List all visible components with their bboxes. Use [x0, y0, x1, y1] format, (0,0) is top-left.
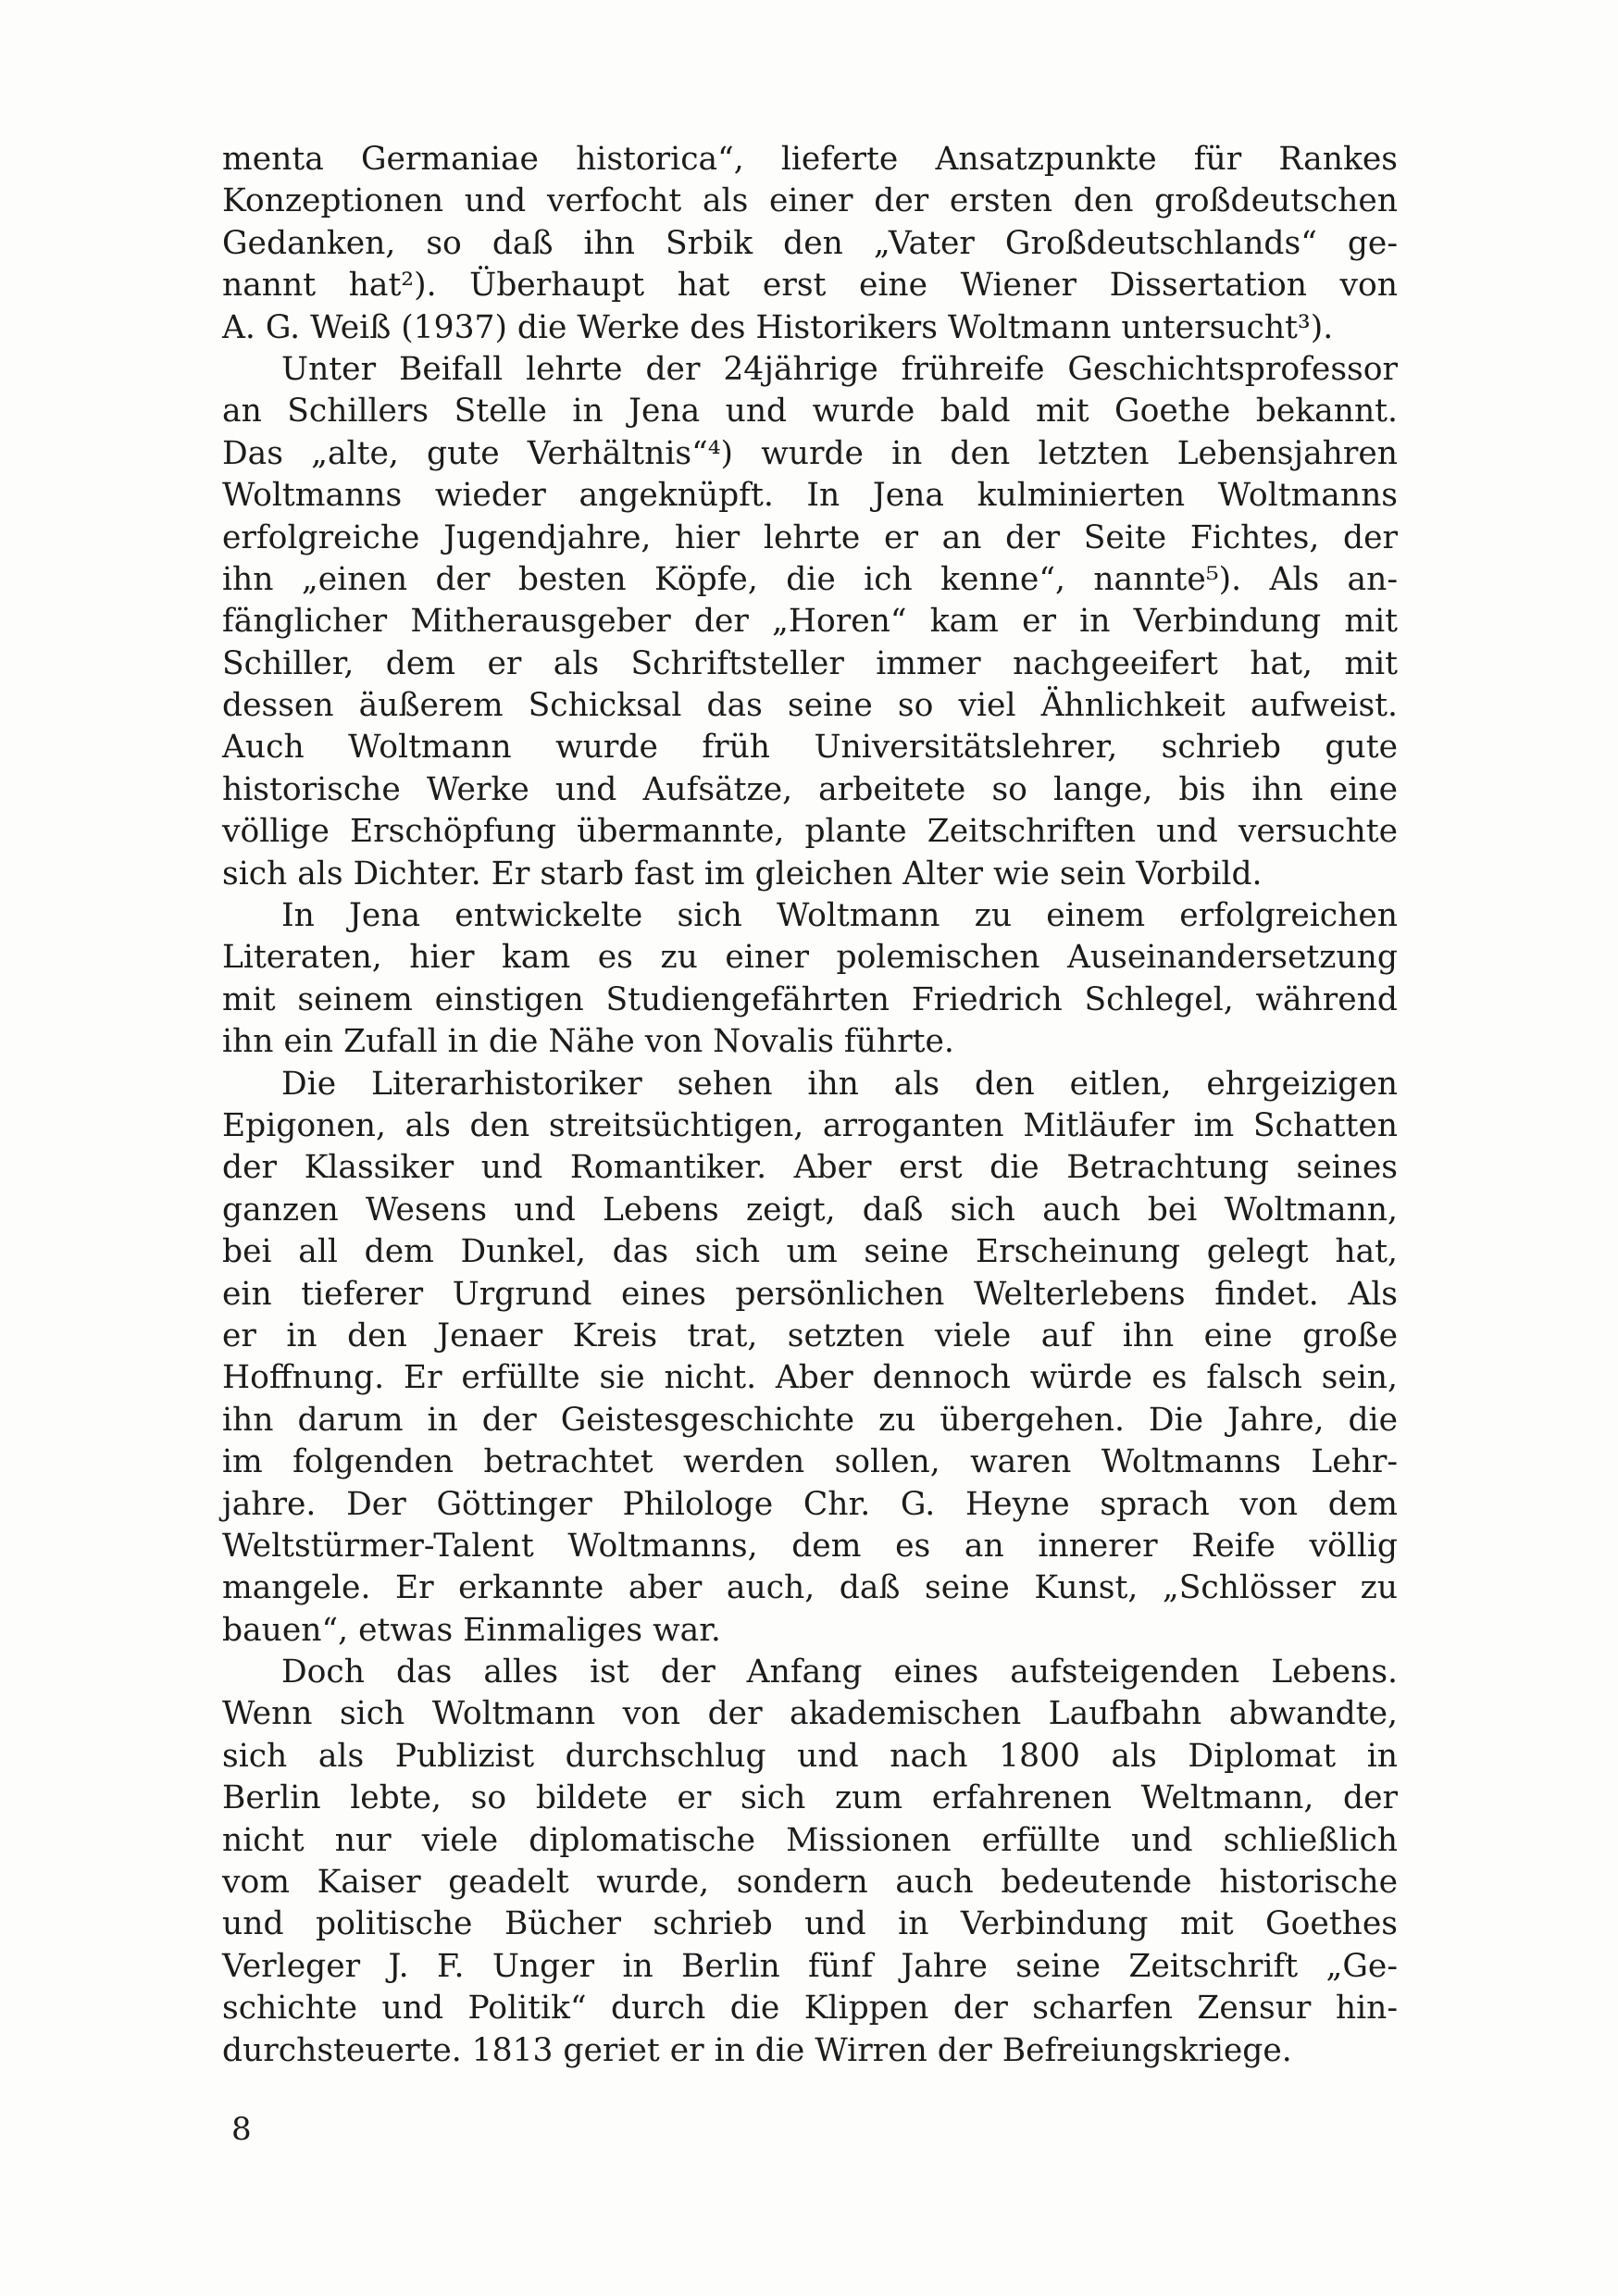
text-line: sich als Publizist durchschlug und nach 1800 als Diplomat in — [222, 1737, 1398, 1775]
paragraph — [222, 1064, 1398, 1652]
text-line: Verleger J. F. Unger in Berlin fünf Jahre seine Zeitschrift „Ge- — [222, 1947, 1398, 1985]
text-line: fänglicher Mitherausgeber der „Horen“ kam er in Verbindung mit — [222, 603, 1398, 641]
text-line: bei all dem Dunkel, das sich um seine Erscheinung gelegt hat, — [222, 1233, 1398, 1271]
text-line: nicht nur viele diplomatische Missionen erfüllte und schließlich — [222, 1821, 1398, 1859]
text-line: Doch das alles ist der Anfang eines aufsteigenden Lebens. — [281, 1653, 1398, 1691]
text-line: im folgenden betrachtet werden sollen, waren Woltmanns Lehr- — [222, 1443, 1398, 1481]
text-line: nannt hat²). Überhaupt hat erst eine Wiener Dissertation von — [222, 267, 1398, 305]
paragraph — [222, 349, 1398, 895]
text-line: erfolgreiche Jugendjahre, hier lehrte er an der Seite Fichtes, der — [222, 518, 1398, 556]
text-line: Das „alte, gute Verhältnis“⁴) wurde in den letzten Lebensjahren — [222, 434, 1398, 472]
text-line: Die Literarhistoriker sehen ihn als den eitlen, ehrgeizigen — [281, 1065, 1398, 1103]
text-line: historische Werke und Aufsätze, arbeitete so lange, bis ihn eine — [222, 770, 1398, 808]
paragraph — [222, 1652, 1398, 2072]
text-line: Auch Woltmann wurde früh Universitätslehrer, schrieb gute — [222, 729, 1398, 767]
text-line: Weltstürmer-Talent Woltmanns, dem es an innerer Reife völlig — [222, 1527, 1398, 1565]
text-line: Unter Beifall lehrte der 24jährige frühreife Geschichtsprofessor — [281, 350, 1398, 388]
text-line: der Klassiker und Romantiker. Aber erst die Betrachtung seines — [222, 1149, 1398, 1187]
text-line: ihn „einen der besten Köpfe, die ich kenne“, nannte⁵). Als an- — [222, 560, 1398, 598]
text-line: Epigonen, als den streitsüchtigen, arroganten Mitläufer im Schatten — [222, 1106, 1398, 1144]
text-line: mit seinem einstigen Studiengefährten Friedrich Schlegel, während — [222, 980, 1398, 1018]
text-line: Berlin lebte, so bildete er sich zum erfahrenen Weltmann, der — [222, 1779, 1398, 1817]
text-line: ihn ein Zufall in die Nähe von Novalis führte. — [222, 1023, 954, 1061]
text-line: er in den Jenaer Kreis trat, setzten viele auf ihn eine große — [222, 1316, 1398, 1354]
text-line: Hoffnung. Er erfüllte sie nicht. Aber dennoch würde es falsch sein, — [222, 1359, 1398, 1397]
text-line: Gedanken, so daß ihn Srbik den „Vater Großdeutschlands“ ge- — [222, 224, 1398, 262]
text-line: dessen äußerem Schicksal das seine so viel Ähnlichkeit aufweist. — [222, 687, 1398, 725]
text-line: bauen“, etwas Einmaliges war. — [222, 1611, 721, 1649]
text-line: mangele. Er erkannte aber auch, daß seine Kunst, „Schlösser zu — [222, 1569, 1398, 1607]
text-line: ein tieferer Urgrund eines persönlichen Welterlebens findet. Als — [222, 1275, 1398, 1313]
text-line: an Schillers Stelle in Jena und wurde bald mit Goethe bekannt. — [222, 393, 1398, 430]
text-line: A. G. Weiß (1937) die Werke des Historikers Woltmann untersucht³). — [222, 308, 1334, 346]
text-line: Wenn sich Woltmann von der akademischen Laufbahn abwandte, — [222, 1695, 1398, 1733]
text-line: schichte und Politik“ durch die Klippen der scharfen Zensur hin- — [222, 1990, 1398, 2028]
paragraph — [222, 139, 1398, 349]
body-text — [222, 139, 1398, 2072]
text-line: vom Kaiser geadelt wurde, sondern auch bedeutende historische — [222, 1864, 1398, 1902]
page-number: 8 — [231, 2111, 252, 2148]
paragraph — [222, 895, 1398, 1064]
text-line: und politische Bücher schrieb und in Verbindung mit Goethes — [222, 1905, 1398, 1943]
text-line: durchsteuerte. 1813 geriet er in die Wirren der Befreiungskriege. — [222, 2031, 1292, 2069]
text-line: Literaten, hier kam es zu einer polemischen Auseinandersetzung — [222, 939, 1398, 977]
text-line: sich als Dichter. Er starb fast im gleichen Alter wie sein Vorbild. — [222, 855, 1263, 892]
text-line: jahre. Der Göttinger Philologe Chr. G. Heyne sprach von dem — [222, 1485, 1398, 1523]
text-line: ganzen Wesens und Lebens zeigt, daß sich auch bei Woltmann, — [222, 1191, 1398, 1229]
text-line: Konzeptionen und verfocht als einer der ersten den großdeutschen — [222, 182, 1398, 220]
text-line: Schiller, dem er als Schriftsteller immer nachgeeifert hat, mit — [222, 644, 1398, 682]
text-line: völlige Erschöpfung übermannte, plante Zeitschriften und versuchte — [222, 813, 1398, 851]
text-line: menta Germaniae historica“, lieferte Ansatzpunkte für Rankes — [222, 141, 1398, 178]
text-line: ihn darum in der Geistesgeschichte zu übergehen. Die Jahre, die — [222, 1401, 1398, 1439]
text-line: Woltmanns wieder angeknüpft. In Jena kulminierten Woltmanns — [222, 477, 1398, 515]
text-line: In Jena entwickelte sich Woltmann zu einem erfolgreichen — [281, 897, 1398, 935]
